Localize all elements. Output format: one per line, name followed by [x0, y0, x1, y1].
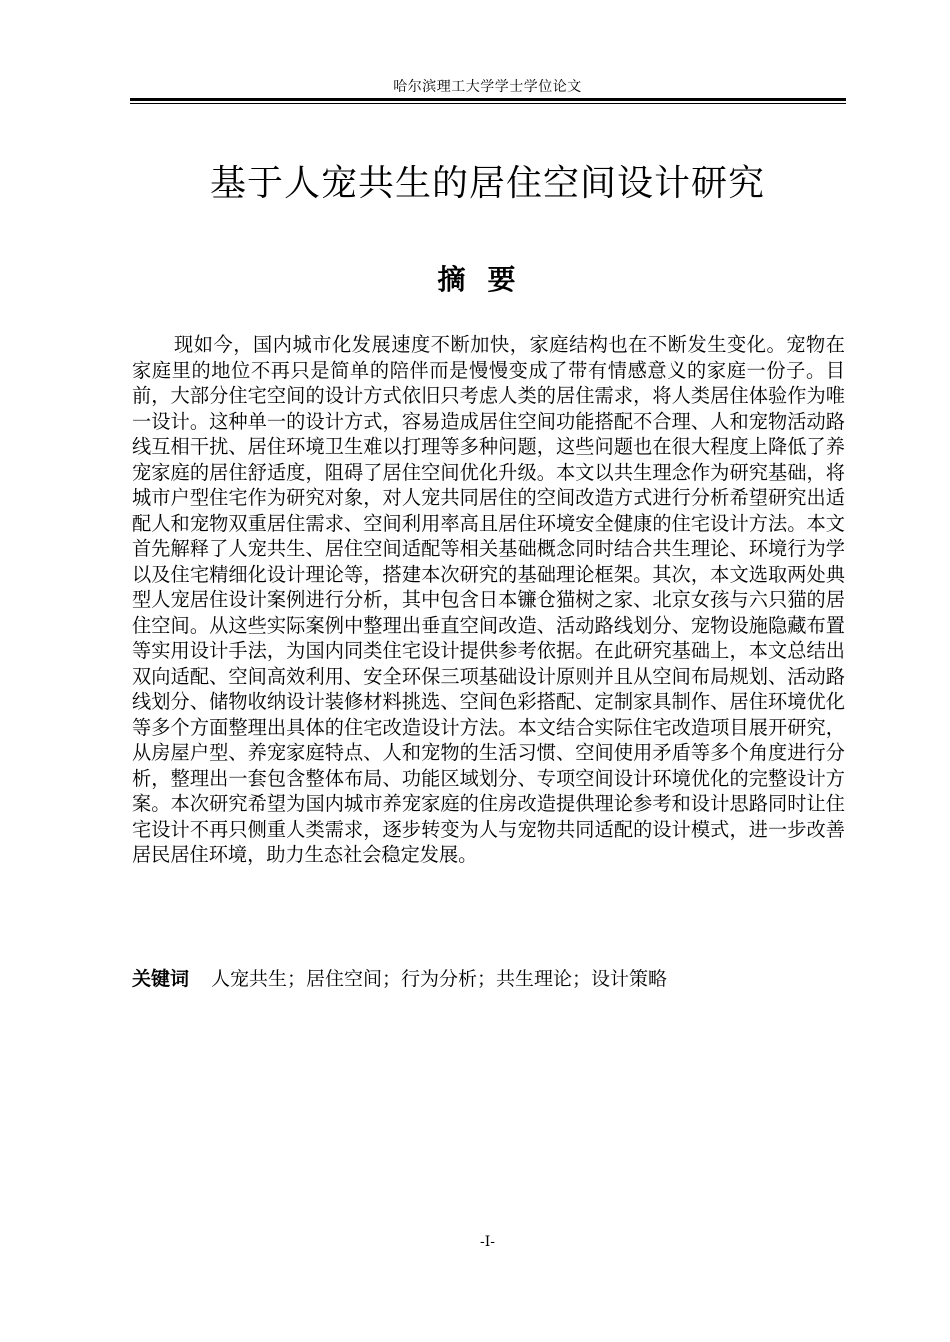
running-header: 哈尔滨理工大学学士学位论文 — [393, 79, 582, 95]
header-rule-thin — [130, 103, 846, 104]
keywords-values: 人宠共生；居住空间；行为分析；共生理论；设计策略 — [211, 968, 668, 990]
header-rule-thick — [130, 98, 846, 101]
abstract-body: 现如今，国内城市化发展速度不断加快，家庭结构也在不断发生变化。宠物在家庭里的地位不再只是简单的陪伴而是慢慢变成了带有情感意义的家庭一份子。目前，大部分住宅空间的设计方式依旧只考虑人类的居住需求，将人类居住体验作为唯一设计。这种单一的设计方式，容易造成居住空间功能搭配不合理、人和宠物活动路线互相干扰、居住环境卫生难以打理等多种问题，这些问题也在很大程度上降低了养宠家庭的居住舒适度，阻碍了居住空间优化升级。本文以共生理念作为研究基础，将城市户型住宅作为研究对象，对人宠共同居住的空间改造方式进行分析希望研究出适配人和宠物双重居住需求、空间利用率高且居住环境安全健康的住宅设计方法。本文首先解释了人宠共生、居住空间适配等相关基础概念同时结合共生理论、环境行为学以及住宅精细化设计理论等，搭建本次研究的基础理论框架。其次，本文选取两处典型人宠居住设计案例进行分析，其中包含日本镰仓猫树之家、北京女孩与六只猫的居住空间。从这些实际案例中整理出垂直空间改造、活动路线划分、宠物设施隐藏布置等实用设计手法，为国内同类住宅设计提供参考依据。在此研究基础上，本文总结出双向适配、空间高效利用、安全环保三项基础设计原则并且从空间布局规划、活动路线划分、储物收纳设计装修材料挑选、空间色彩搭配、定制家具制作、居住环境优化等多个方面整理出具体的住宅改造设计方法。本文结合实际住宅改造项目展开研究，从房屋户型、养宠家庭特点、人和宠物的生活习惯、空间使用矛盾等多个角度进行分析，整理出一套包含整体布局、功能区域划分、专项空间设计环境优化的完整设计方案。本次研究希望为国内城市养宠家庭的住房改造提供理论参考和设计思路同时让住宅设计不再只侧重人类需求，逐步转变为人与宠物共同适配的设计模式，进一步改善居民居住环境，助力生态社会稳定发展。 — [132, 333, 845, 866]
keywords-line — [132, 966, 845, 992]
keywords-label: 关键词 — [132, 968, 190, 990]
thesis-title: 基于人宠共生的居住空间设计研究 — [209, 163, 765, 204]
abstract-heading: 摘要 — [437, 263, 538, 296]
page-number: -I- — [480, 1234, 495, 1250]
